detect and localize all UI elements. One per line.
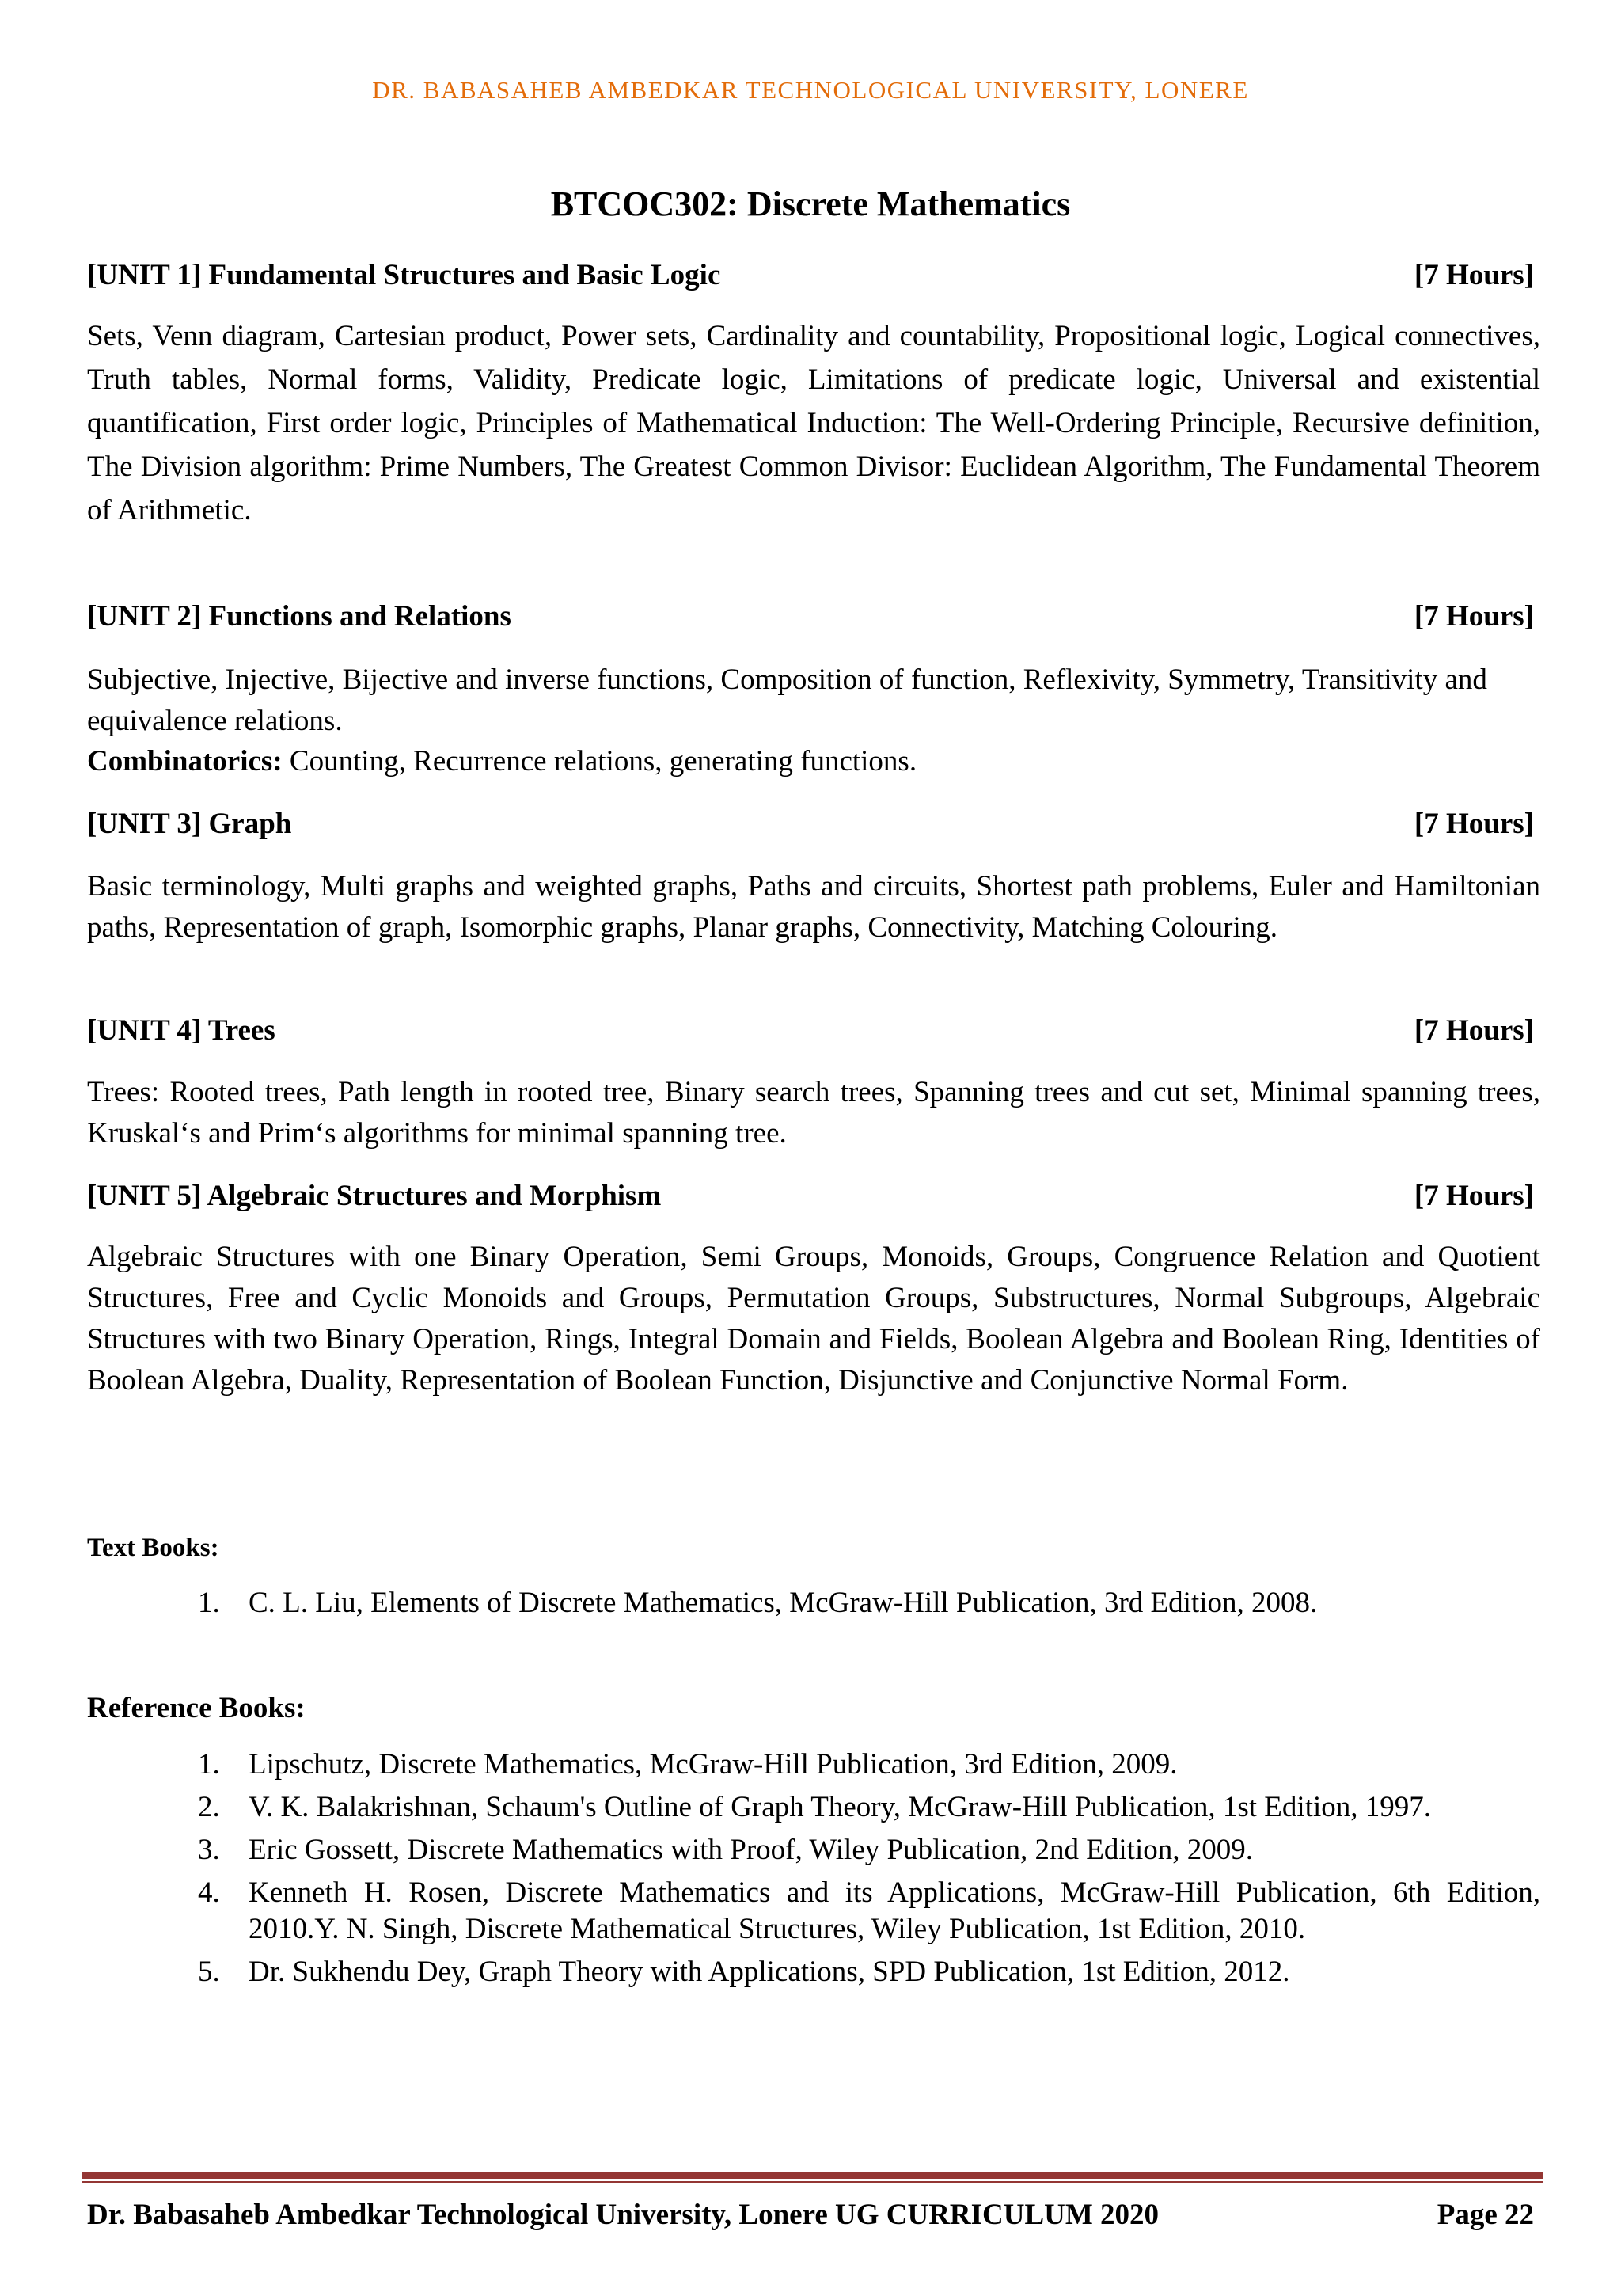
unit-5-heading xyxy=(87,1179,1534,1214)
combinatorics-text: Counting, Recurrence relations, generating functions. xyxy=(282,745,917,777)
unit-2-content: Subjective, Injective, Bijective and inverse functions, Composition of function, Reflexivity, Symmetry, Transitivity and equivalence relations. xyxy=(87,663,1487,737)
unit-2-heading xyxy=(87,599,1534,634)
text-books-label: Text Books: xyxy=(87,1534,219,1562)
footer-text: Dr. Babasaheb Ambedkar Technological University, Lonere UG CURRICULUM 2020 xyxy=(87,2199,1160,2231)
footer-divider-thick xyxy=(82,2172,1543,2179)
reference-book-item xyxy=(190,1747,1540,1783)
text-book-item xyxy=(190,1585,1540,1621)
book-citation: V. K. Balakrishnan, Schaum's Outline of Graph Theory, McGraw-Hill Publication, 1st Edition, 1997. xyxy=(249,1791,1432,1823)
footer-divider-thin xyxy=(82,2181,1543,2183)
reference-book-item xyxy=(190,1832,1540,1868)
combinatorics-label: Combinatorics: xyxy=(87,745,283,777)
unit-5-title: [UNIT 5] Algebraic Structures and Morphism xyxy=(87,1180,662,1212)
unit-2-combinatorics xyxy=(87,741,1540,782)
list-number: 1. xyxy=(198,1587,220,1619)
course-title: BTCOC302: Discrete Mathematics xyxy=(550,184,1071,223)
unit-3-heading xyxy=(87,807,1534,842)
unit-2-title: [UNIT 2] Functions and Relations xyxy=(87,600,511,633)
unit-4-content: Trees: Rooted trees, Path length in rooted tree, Binary search trees, Spanning trees and cut set, Minimal spanning trees, Kruskal‘s and Prim‘s algorithms for minimal spanning tree. xyxy=(87,1076,1540,1150)
list-number: 4. xyxy=(198,1876,220,1909)
list-number: 3. xyxy=(198,1834,220,1866)
book-citation: Eric Gossett, Discrete Mathematics with Proof, Wiley Publication, 2nd Edition, 2009. xyxy=(249,1834,1253,1866)
page-number: Page 22 xyxy=(1437,2199,1534,2231)
reference-book-item xyxy=(190,1954,1540,1990)
unit-4-hours: [7 Hours] xyxy=(1414,1014,1534,1047)
university-header: DR. BABASAHEB AMBEDKAR TECHNOLOGICAL UNIVERSITY, LONERE xyxy=(372,76,1249,104)
unit-5-hours: [7 Hours] xyxy=(1414,1180,1534,1212)
book-citation: Dr. Sukhendu Dey, Graph Theory with Applications, SPD Publication, 1st Edition, 2012. xyxy=(249,1956,1290,1988)
list-number: 1. xyxy=(198,1748,220,1781)
unit-3-content: Basic terminology, Multi graphs and weighted graphs, Paths and circuits, Shortest path problems, Euler and Hamiltonian paths, Representation of graph, Isomorphic graphs, Planar graphs, Connectivity, Matching Colouring. xyxy=(87,870,1540,944)
unit-3-title: [UNIT 3] Graph xyxy=(87,808,292,840)
unit-1-content: Sets, Venn diagram, Cartesian product, Power sets, Cardinality and countability, Propositional logic, Logical connectives, Truth tables, Normal forms, Validity, Predicate logic, Limitations of predicate logic, Universal and existential quantification, First order logic, Principles of Mathematical Induction: The Well-Ordering Principle, Recursive definition, The Division algorithm: Prime Numbers, The Greatest Common Divisor: Euclidean Algorithm, The Fundamental Theorem of Arithmetic. xyxy=(87,320,1540,526)
book-citation: Kenneth H. Rosen, Discrete Mathematics and its Applications, McGraw-Hill Publication, 6th Edition, 2010.Y. N. Singh, Discrete Mathematical Structures, Wiley Publication, 1st Edition, 2010. xyxy=(249,1876,1540,1945)
book-citation: Lipschutz, Discrete Mathematics, McGraw-Hill Publication, 3rd Edition, 2009. xyxy=(249,1748,1178,1781)
list-number: 5. xyxy=(198,1956,220,1988)
book-citation: C. L. Liu, Elements of Discrete Mathematics, McGraw-Hill Publication, 3rd Edition, 2008. xyxy=(249,1587,1318,1619)
reference-book-item xyxy=(190,1789,1540,1826)
reference-books-label: Reference Books: xyxy=(87,1692,306,1724)
unit-4-title: [UNIT 4] Trees xyxy=(87,1014,275,1047)
unit-3-hours: [7 Hours] xyxy=(1414,808,1534,840)
unit-4-heading xyxy=(87,1013,1534,1048)
reference-book-item xyxy=(190,1875,1540,1948)
text-books-list xyxy=(190,1585,1540,1621)
unit-1-heading xyxy=(87,258,1534,293)
reference-books-list xyxy=(190,1747,1540,1990)
unit-1-title: [UNIT 1] Fundamental Structures and Basic Logic xyxy=(87,259,721,291)
unit-2-hours: [7 Hours] xyxy=(1414,600,1534,633)
list-number: 2. xyxy=(198,1791,220,1823)
unit-5-content: Algebraic Structures with one Binary Operation, Semi Groups, Monoids, Groups, Congruence Relation and Quotient Structures, Free and Cyclic Monoids and Groups, Permutation Groups, Substructures, Normal Subgroups, Algebraic Structures with two Binary Operation, Rings, Integral Domain and Fields, Boolean Algebra and Boolean Ring, Identities of Boolean Algebra, Duality, Representation of Boolean Function, Disjunctive and Conjunctive Normal Form. xyxy=(87,1241,1540,1397)
unit-1-hours: [7 Hours] xyxy=(1414,259,1534,291)
